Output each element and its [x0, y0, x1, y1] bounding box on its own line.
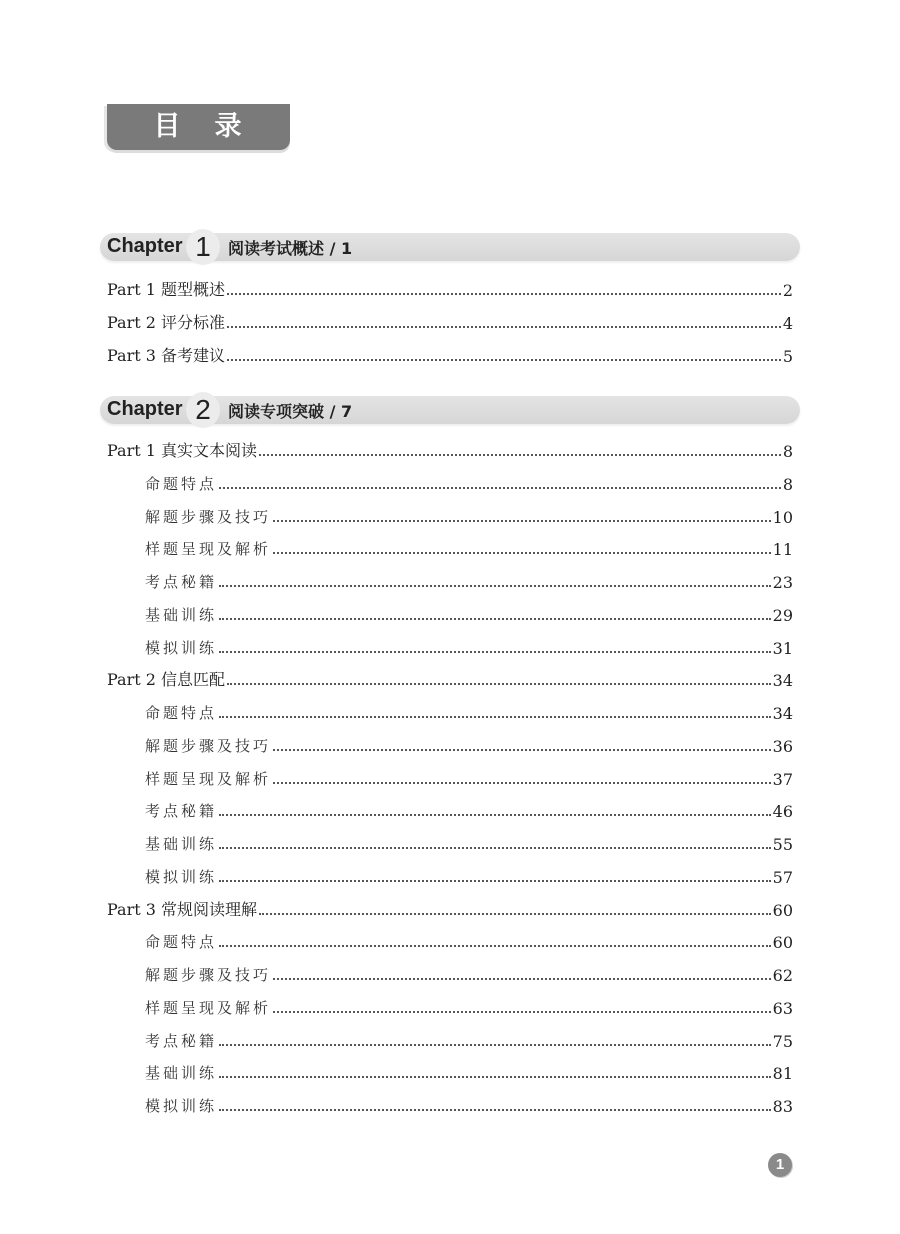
entry-title: 考点秘籍	[145, 1031, 218, 1050]
entry-page: 60	[772, 933, 793, 953]
dot-leader	[227, 683, 771, 685]
chapter-label: Chapter	[107, 235, 183, 257]
dot-leader	[273, 1011, 771, 1013]
entry-page: 34	[772, 671, 793, 691]
toc-entry[interactable]	[145, 767, 793, 789]
entry-title: 基础训练	[145, 835, 218, 853]
toc-title	[107, 104, 290, 150]
entry-page: 31	[772, 638, 793, 658]
dot-leader	[219, 880, 771, 882]
toc-entry[interactable]	[107, 898, 793, 920]
entry-title: 样题呈现及解析	[145, 998, 272, 1017]
dot-leader	[227, 293, 781, 295]
title-char: 目	[153, 111, 183, 142]
toc-entry[interactable]	[145, 1094, 793, 1116]
dot-leader	[273, 520, 771, 522]
dot-leader	[219, 814, 771, 816]
dot-leader	[219, 1076, 771, 1078]
entry-page: 83	[772, 1097, 793, 1116]
dot-leader	[273, 552, 771, 554]
toc-entry[interactable]	[145, 603, 793, 625]
toc-entry[interactable]	[145, 505, 793, 527]
toc-entry[interactable]	[107, 278, 793, 300]
dot-leader	[219, 716, 771, 718]
dot-leader	[219, 945, 771, 947]
toc-entry[interactable]	[145, 865, 793, 887]
entry-page: 63	[772, 998, 793, 1018]
entry-title: 基础训练	[145, 605, 218, 624]
entry-page: 57	[772, 867, 793, 887]
dot-leader	[219, 1109, 771, 1111]
page-number-badge: 1	[768, 1153, 792, 1177]
toc-entry[interactable]	[145, 996, 793, 1018]
toc-entry[interactable]	[145, 570, 793, 592]
toc-entry[interactable]	[107, 344, 793, 366]
entry-page: 2	[782, 281, 793, 300]
entry-page: 81	[772, 1064, 793, 1084]
dot-leader	[219, 585, 771, 587]
toc-entry[interactable]	[145, 799, 793, 821]
entry-page: 5	[782, 346, 793, 366]
entry-page: 34	[772, 704, 793, 723]
entry-page: 55	[772, 835, 793, 854]
entry-page: 36	[772, 736, 793, 756]
entry-title: 解题步骤及技巧	[145, 507, 272, 526]
toc-entry[interactable]	[145, 472, 793, 494]
dot-leader	[219, 847, 771, 849]
chapter-label: Chapter	[107, 398, 183, 420]
entry-title: Part 2 评分标准	[107, 312, 226, 332]
entry-page: 10	[772, 507, 793, 527]
chapter-header[interactable]	[100, 396, 800, 424]
dot-leader	[219, 487, 781, 489]
entry-title: Part 2 信息匹配	[107, 670, 226, 690]
entry-title: Part 1 题型概述	[107, 280, 226, 299]
entry-title: 样题呈现及解析	[145, 540, 272, 559]
entry-page: 8	[782, 442, 793, 461]
chapter-title: 阅读考试概述 / 1	[228, 239, 353, 258]
entry-title: 模拟训练	[145, 1097, 218, 1115]
toc-entry[interactable]	[107, 439, 793, 461]
dot-leader	[273, 978, 771, 980]
dot-leader	[227, 326, 781, 328]
entry-title: 模拟训练	[145, 867, 218, 886]
dot-leader	[219, 651, 771, 653]
entry-page: 75	[772, 1031, 793, 1051]
chapter-number: 2	[186, 392, 220, 428]
entry-page: 60	[772, 900, 793, 920]
entry-title: Part 3 常规阅读理解	[107, 899, 258, 919]
toc-entry[interactable]	[145, 1061, 793, 1083]
entry-title: 命题特点	[145, 933, 218, 952]
dot-leader	[259, 913, 771, 915]
entry-title: 命题特点	[145, 474, 218, 493]
entry-page: 37	[772, 769, 793, 789]
toc-entry[interactable]	[145, 832, 793, 854]
toc-entry[interactable]	[145, 701, 793, 723]
entry-page: 23	[772, 573, 793, 592]
chapter-header[interactable]	[100, 233, 800, 261]
entry-title: 样题呈现及解析	[145, 769, 272, 788]
dot-leader	[219, 618, 771, 620]
toc-entry[interactable]	[145, 1029, 793, 1051]
entry-page: 4	[782, 313, 793, 333]
toc-entry[interactable]	[145, 537, 793, 559]
entry-title: 解题步骤及技巧	[145, 966, 272, 984]
toc-entry[interactable]	[145, 636, 793, 658]
entry-title: 模拟训练	[145, 638, 218, 657]
dot-leader	[227, 359, 781, 361]
toc-entry[interactable]	[145, 734, 793, 756]
entry-title: 解题步骤及技巧	[145, 736, 272, 755]
entry-page: 11	[772, 540, 793, 560]
entry-title: Part 3 备考建议	[107, 345, 226, 365]
entry-title: 考点秘籍	[145, 802, 218, 821]
entry-page: 29	[772, 605, 793, 625]
entry-title: 命题特点	[145, 704, 218, 722]
entry-page: 62	[772, 966, 793, 985]
dot-leader	[273, 782, 771, 784]
entry-title: 基础训练	[145, 1064, 218, 1083]
title-char: 录	[214, 111, 244, 142]
dot-leader	[259, 454, 781, 456]
toc-entry[interactable]	[145, 963, 793, 985]
toc-entry[interactable]	[107, 668, 793, 690]
entry-page: 46	[772, 802, 793, 822]
dot-leader	[219, 1044, 771, 1046]
entry-title: 考点秘籍	[145, 573, 218, 591]
entry-title: Part 1 真实文本阅读	[107, 441, 258, 460]
toc-entry[interactable]	[145, 930, 793, 952]
dot-leader	[273, 749, 771, 751]
toc-entry[interactable]	[107, 311, 793, 333]
chapter-title: 阅读专项突破 / 7	[228, 402, 353, 421]
entry-page: 8	[782, 474, 793, 494]
chapter-number: 1	[186, 229, 220, 265]
